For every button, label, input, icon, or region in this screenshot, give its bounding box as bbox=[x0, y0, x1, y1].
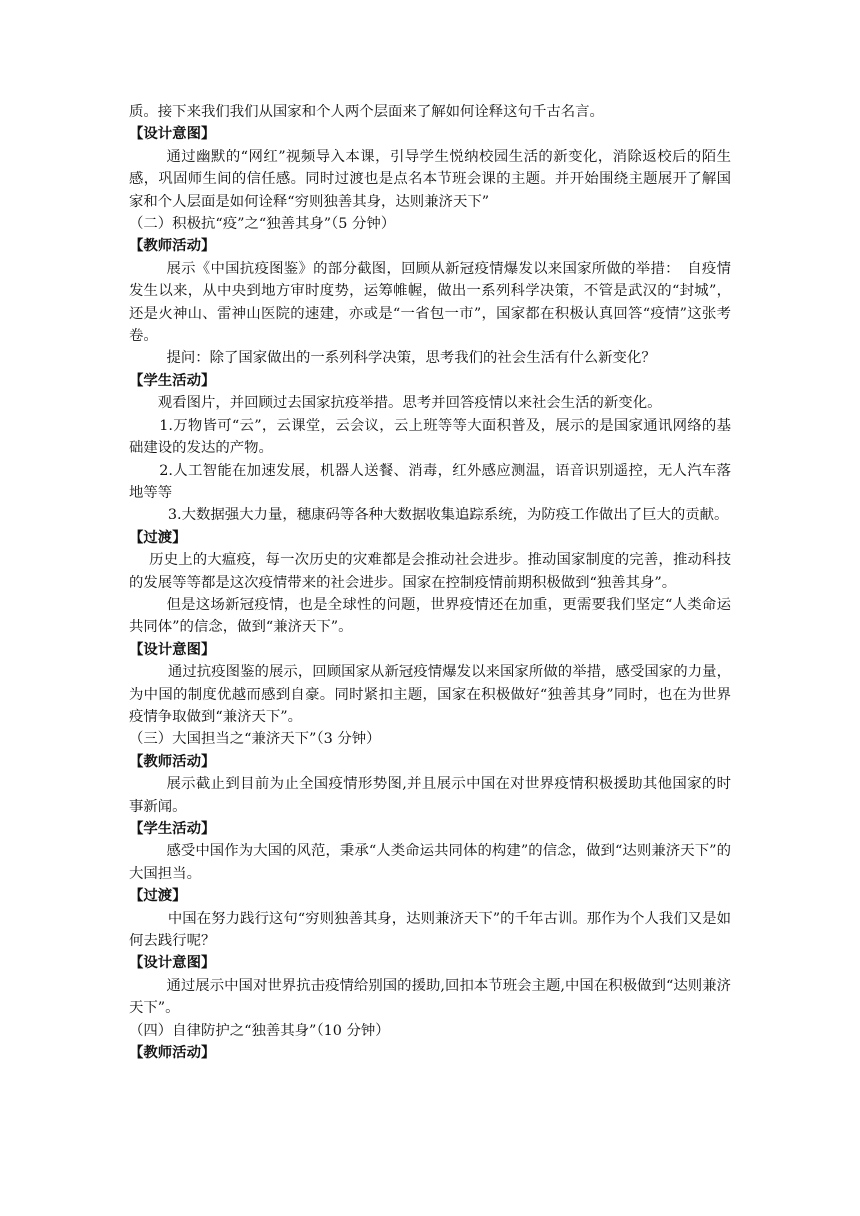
heading-student-activity: 【学生活动】 bbox=[129, 371, 216, 389]
paragraph: 历史上的大瘟疫，每一次历史的灾难都是会推动社会进步。推动国家制度的完善，推动科技的发展等等都是这次疫情带来的社会进步。国家在控制疫情前期积极做到“独善其身”。 bbox=[129, 552, 731, 591]
heading-teacher-activity: 【教师活动】 bbox=[129, 752, 216, 770]
paragraph: 通过抗疫图鉴的展示，回顾国家从新冠疫情爆发以来国家所做的举措，感受国家的力量，为中国的制度优越而感到自豪。同时紧扣主题，国家在积极做好“独善其身”同时，也在为世界疫情争取做到“兼济天下”。 bbox=[129, 664, 731, 725]
paragraph: 但是这场新冠疫情，也是全球性的问题，世界疫情还在加重，更需要我们坚定“人类命运共同体”的信念，做到“兼济天下”。 bbox=[129, 596, 731, 636]
heading-design-intent: 【设计意图】 bbox=[129, 125, 216, 143]
paragraph: 感受中国作为大国的风范，秉承“人类命运共同体的构建”的信念，做到“达则兼济天下”的大国担当。 bbox=[129, 843, 731, 882]
paragraph: 提问：除了国家做出的一系列科学决策，思考我们的社会生活有什么新变化？ bbox=[166, 350, 656, 367]
paragraph: 中国在努力践行这句“穷则独善其身，达则兼济天下”的千年古训。那作为个人我们又是如何去践行呢？ bbox=[129, 910, 731, 950]
heading-transition: 【过渡】 bbox=[129, 887, 187, 905]
paragraph: 通过展示中国对世界抗击疫情给别国的援助,回扣本节班会主题,中国在积极做到“达则兼济天下”。 bbox=[129, 977, 731, 1017]
section-heading: （四）自律防护之“独善其身”（10 分钟） bbox=[129, 1022, 390, 1039]
document-body bbox=[129, 101, 731, 1064]
heading-teacher-activity: 【教师活动】 bbox=[129, 237, 216, 255]
list-item: 3.大数据强大力量，穗康码等各种大数据收集追踪系统，为防疫工作做出了巨大的贡献。 bbox=[167, 507, 729, 524]
section-heading: （三）大国担当之“兼济天下”（3 分钟） bbox=[129, 731, 381, 748]
paragraph: 观看图片，并回顾过去国家抗疫举措。思考并回答疫情以来社会生活的新变化。 bbox=[157, 395, 662, 412]
heading-design-intent: 【设计意图】 bbox=[129, 640, 216, 658]
paragraph: 通过幽默的“网红”视频导入本课，引导学生悦纳校园生活的新变化，消除返校后的陌生感，巩固师生间的信任感。同时过渡也是点名本节班会课的主题。并开始围绕主题展开了解国家和个人层面是如何诠释“穷则独善其身，达则兼济天下” bbox=[129, 148, 731, 210]
list-item: 2.人工智能在加速发展，机器人送餐、消毒，红外感应测温，语音识别遥控，无人汽车落地等等 bbox=[129, 462, 731, 501]
list-item: 1.万物皆可“云”，云课堂，云会议，云上班等等大面积普及，展示的是国家通讯网络的基础建设的发达的产物。 bbox=[129, 417, 731, 457]
heading-transition: 【过渡】 bbox=[129, 528, 187, 546]
paragraph: 质。接下来我们我们从国家和个人两个层面来了解如何诠释这句千古名言。 bbox=[129, 104, 604, 120]
paragraph: 展示截止到目前为止全国疫情形势图,并且展示中国在对世界疫情积极援助其他国家的时事新闻。 bbox=[129, 776, 731, 815]
paragraph: 展示《中国抗疫图鉴》的部分截图，回顾从新冠疫情爆发以来国家所做的举措： 自疫情发生以来，从中央到地方审时度势，运筹帷幄，做出一系列科学决策，不管是武汉的“封城”，还是火神山、雷神山医院的速建，亦或是“一省包一市”，国家都在积极认真回答“疫情”这张考卷。 bbox=[129, 260, 731, 345]
section-heading: （二）积极抗“疫”之“独善其身”（5 分钟） bbox=[129, 216, 396, 233]
heading-design-intent: 【设计意图】 bbox=[129, 954, 216, 972]
heading-teacher-activity: 【教师活动】 bbox=[129, 1044, 216, 1062]
heading-student-activity: 【学生活动】 bbox=[129, 820, 216, 837]
